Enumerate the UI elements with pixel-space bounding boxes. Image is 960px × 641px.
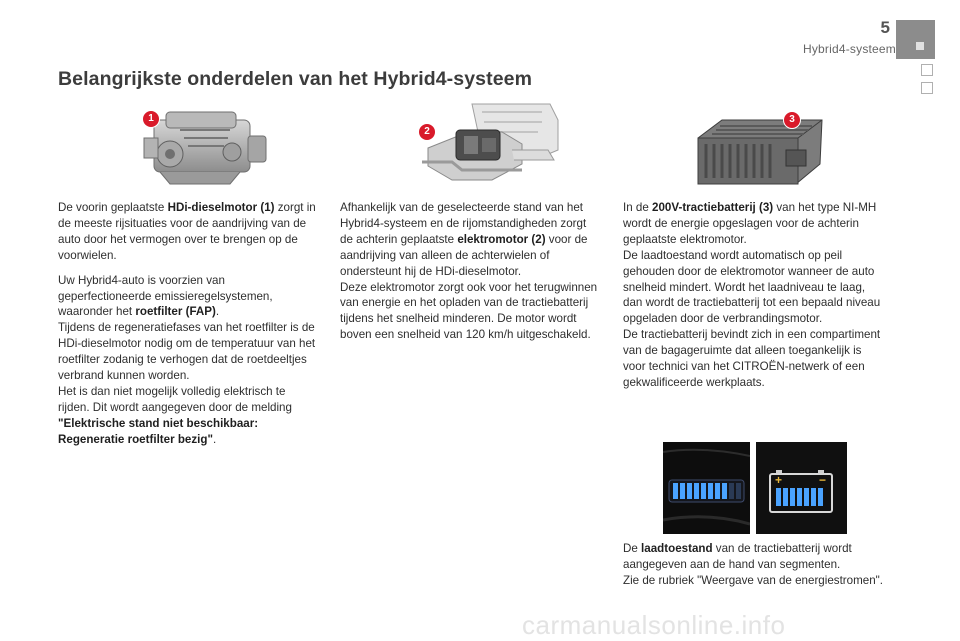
paragraph-electric-motor: Afhankelijk van de geselecteerde stand van het Hybrid4-systeem en de rijomstandigheden zorgt de achterin geplaatste elektromotor (2) voor de aandrijving van alleen de achterwielen of ondersteunt hij de HDi-dieselmotor. Deze elektromotor zorgt ook voor het terugwinnen van energie en het opladen van de tractiebatterij tijdens het snelheid minderen. De motor wordt boven een snelheid van 120 km/h uitgeschakeld. — [340, 201, 598, 342]
charge-segments-graphic — [663, 442, 750, 534]
outline-square-2 — [921, 82, 933, 94]
term-charge-level: laadtoestand — [641, 542, 713, 555]
electric-motor-illustration — [412, 100, 562, 192]
term-traction-battery: 200V-tractiebatterij (3) — [652, 201, 774, 214]
paragraph-charge-level: De laadtoestand van de tractiebatterij wordt aangegeven aan de hand van segmenten. Zie de rubriek "Weergave van de energiestromen". — [623, 542, 883, 587]
column-diesel — [58, 200, 316, 457]
term-diesel-engine: HDi-dieselmotor (1) — [167, 201, 275, 214]
badge-1: 1 — [143, 111, 159, 127]
paragraph-fap: Uw Hybrid4-auto is voorzien van geperfectioneerde emissieregelsystemen, waaronder het roetfilter (FAP). Tijdens de regeneratiefases van het roetfilter is de HDi-dieselmotor nodig om de temperatuur van het roetfilter zodanig te verhogen dat de roetdeeltjes verbrand kunnen worden. Het is dan niet mogelijk volledig elektrisch te rijden. Dit wordt aangegeven door de melding "Elektrische stand niet beschikbaar: Regeneratie roetfilter bezig". — [58, 273, 316, 446]
term-fap: roetfilter (FAP) — [135, 305, 216, 319]
battery-icon — [756, 442, 847, 534]
column-charge-level — [623, 541, 885, 598]
page-number: 5 — [880, 18, 890, 37]
diesel-engine-illustration — [140, 108, 272, 190]
column-electric-motor — [340, 200, 602, 352]
battery-plus-sign: + — [775, 473, 783, 487]
column-battery — [623, 200, 885, 400]
section-name: Hybrid4-systeem — [802, 42, 896, 56]
badge-3: 3 — [784, 112, 800, 128]
page-marker — [896, 20, 935, 59]
traction-battery-illustration — [690, 110, 830, 190]
watermark-url: carmanualsonline.info — [522, 610, 786, 640]
outline-square-1 — [921, 64, 933, 76]
paragraph-battery: In de 200V-tractiebatterij (3) van het type NI-MH wordt de energie opgeslagen voor de achterin geplaatste elektromotor. De laadtoestand wordt automatisch op peil gehouden door de elektromotor wanneer de auto snelheid mindert. Wordt het laadniveau te laag, dan wordt de tractiebatterij tot een bepaald niveau opgeladen door de verbrandingsmotor. De tractiebatterij bevindt zich in een compartiment van de bagageruimte dat alleen toegankelijk is voor technici van het CITROËN-netwerk of een gekwalificeerde werkplaats. — [623, 201, 881, 389]
paragraph-diesel: De voorin geplaatste HDi-dieselmotor (1) zorgt in de meeste rijsituaties voor de aandrijving van de auto door het vermogen over te brengen op de voorwielen. — [58, 201, 316, 262]
battery-minus-sign: − — [819, 473, 827, 487]
term-electric-motor: elektromotor (2) — [457, 232, 546, 246]
charge-level-display — [663, 442, 750, 534]
page-title: Belangrijkste onderdelen van het Hybrid4-systeem — [58, 68, 533, 90]
badge-2: 2 — [419, 124, 435, 140]
battery-icon-display — [756, 442, 847, 534]
message-electric-unavailable: "Elektrische stand niet beschikbaar: Regeneratie roetfilter bezig" — [58, 416, 259, 446]
page-marker-bullet — [916, 42, 924, 50]
